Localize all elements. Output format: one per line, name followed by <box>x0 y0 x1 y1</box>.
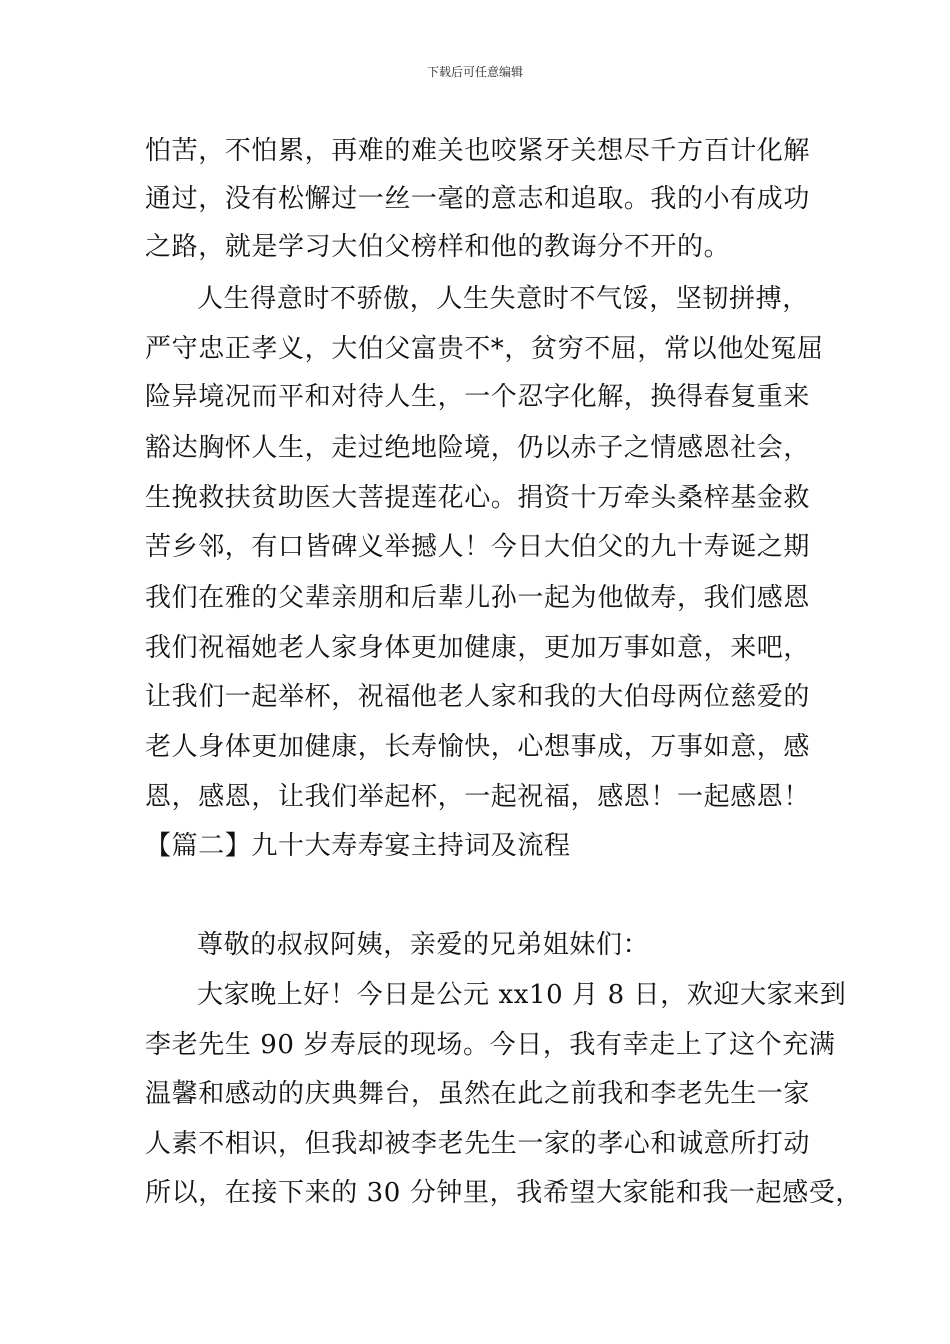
page-header: 下载后可任意编辑 <box>426 65 523 79</box>
text-line: 我们在雅的父辈亲朋和后辈儿孙一起为他做寿，我们感恩 <box>145 583 811 613</box>
text-line: 我们祝福她老人家身体更加健康，更加万事如意，来吧， <box>145 633 811 663</box>
text-line: 老人身体更加健康，长寿愉快，心想事成，万事如意，感 <box>145 732 811 762</box>
text-line: 苦乡邻，有口皆碑义举撼人！今日大伯父的九十寿诞之期 <box>145 532 811 562</box>
text-line: 豁达胸怀人生，走过绝地险境，仍以赤子之情感恩社会， <box>145 433 811 463</box>
text-line: 恩，感恩，让我们举起杯，一起祝福，感恩！一起感恩！ <box>145 782 811 812</box>
text-line: 险异境况而平和对待人生，一个忍字化解，换得春复重来 <box>145 382 811 412</box>
text-line: 大家晚上好！今日是公元 xx10 月 8 日，欢迎大家来到 <box>197 980 847 1010</box>
text-line: 之路，就是学习大伯父榜样和他的教诲分不开的。 <box>145 232 731 262</box>
text-line: 通过，没有松懈过一丝一毫的意志和追取。我的小有成功 <box>145 184 811 214</box>
text-line: 严守忠正孝义，大伯父富贵不*，贫穷不屈，常以他处冤屈 <box>145 334 824 364</box>
text-line: 李老先生 90 岁寿辰的现场。今日，我有幸走上了这个充满 <box>145 1030 836 1060</box>
section-heading: 【篇二】九十大寿寿宴主持词及流程 <box>145 831 571 861</box>
text-line: 生挽救扶贫助医大菩提莲花心。捐资十万牵头桑梓基金救 <box>145 483 811 513</box>
text-line: 让我们一起举杯，祝福他老人家和我的大伯母两位慈爱的 <box>145 682 811 712</box>
text-line: 所以，在接下来的 30 分钟里，我希望大家能和我一起感受， <box>145 1178 863 1208</box>
text-line: 人素不相识，但我却被李老先生一家的孝心和诚意所打动 <box>145 1129 811 1159</box>
text-line: 温馨和感动的庆典舞台，虽然在此之前我和李老先生一家 <box>145 1079 811 1109</box>
text-line: 尊敬的叔叔阿姨，亲爱的兄弟姐妹们： <box>197 930 650 960</box>
text-line: 怕苦，不怕累，再难的难关也咬紧牙关想尽千方百计化解 <box>145 136 811 166</box>
text-line: 人生得意时不骄傲，人生失意时不气馁，坚韧拼搏， <box>197 284 809 314</box>
